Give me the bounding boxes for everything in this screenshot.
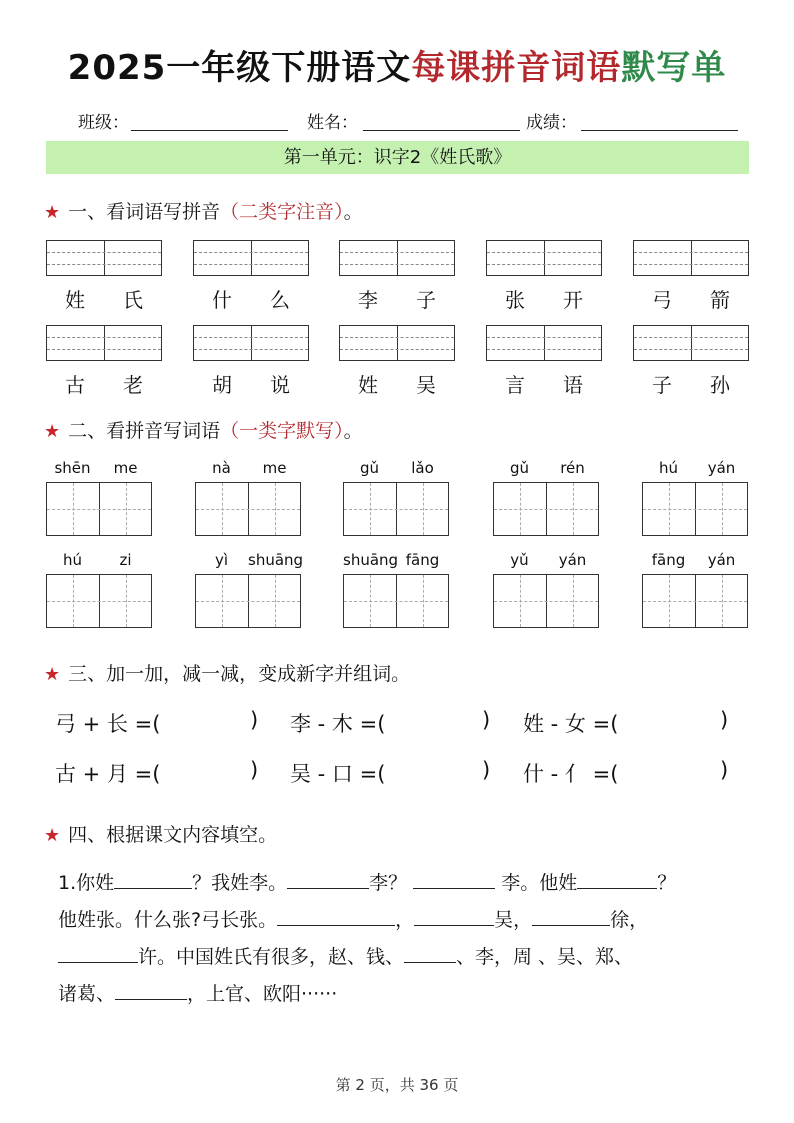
fill-text: ？ [657,872,677,894]
equation-close-paren: ) [250,708,259,732]
fill-text: 吴， [494,909,533,931]
equation-close-paren: ) [250,758,259,782]
tianzige-writing-grid[interactable] [642,482,748,536]
title-part2: 每课拼音词语 [411,48,622,88]
pinyin-writing-box[interactable] [193,325,309,361]
word-char: 弓 [652,288,672,312]
pinyin-label: shēn [54,459,91,477]
fill-line-4 [58,976,738,1013]
guide-line [643,601,747,602]
guide-line [487,252,601,253]
tianzige-writing-grid[interactable] [195,574,301,628]
word-char: 语 [563,373,583,397]
fill-blank[interactable] [287,868,369,889]
tianzige-writing-grid[interactable] [642,574,748,628]
guide-line [194,337,308,338]
star-icon: ★ [44,825,61,846]
pinyin-label: hú [658,459,678,477]
equation: 李 - 木 =( [290,712,386,736]
guide-line [634,349,748,350]
pinyin-label: yán [707,551,736,569]
star-icon: ★ [44,202,61,223]
fill-text: ？我姓李。 [192,872,288,894]
guide-line [194,264,308,265]
fill-text: 李。他姓 [501,872,578,894]
guide-line [344,601,448,602]
star-icon: ★ [44,421,61,442]
fill-blank[interactable] [414,905,494,926]
guide-line [47,601,151,602]
guide-line [47,509,151,510]
fill-text: 许。中国姓氏有很多，赵、钱、 [138,946,405,968]
pinyin-label: fāng [651,551,686,569]
guide-line [47,264,161,265]
title-part1: 2025一年级下册语文 [67,48,412,88]
name-label: 姓名： [307,113,358,133]
fill-text: 李？ [369,872,408,894]
fill-line-2 [58,902,738,939]
pinyin-label: gǔ [359,459,380,477]
fill-text: 、李，周 、吴、郑、 [456,946,634,968]
fill-blank[interactable] [277,905,395,926]
fill-text: 1.你姓 [58,872,115,894]
tianzige-writing-grid[interactable] [493,574,599,628]
unit-title-bar: 第一单元：识字2《姓氏歌》 [46,141,749,174]
equation: 弓 + 长 =( [55,712,161,736]
pinyin-label: hú [62,551,82,569]
guide-line [494,601,598,602]
pinyin-label: rén [560,459,585,477]
fill-blank[interactable] [114,868,192,889]
word-char: 么 [270,288,290,312]
class-label: 班级： [78,113,129,133]
equation-close-paren: ) [720,758,729,782]
word-char: 古 [65,373,85,397]
pinyin-writing-box[interactable] [339,325,455,361]
word-char: 姓 [65,288,85,312]
section4-title-text: 四、根据课文内容填空。 [68,824,278,846]
pinyin-label: zi [119,551,132,569]
tianzige-writing-grid[interactable] [343,574,449,628]
equation: 吴 - 口 =( [290,762,386,786]
pinyin-label: nà [212,459,231,477]
class-field[interactable] [131,130,288,131]
word-char: 胡 [212,373,232,397]
fill-blank[interactable] [58,942,138,963]
box-divider [397,326,398,360]
pinyin-writing-box[interactable] [633,325,749,361]
fill-line-3 [58,939,738,976]
fill-text: 诸葛、 [58,983,116,1005]
fill-text: 他姓张。什么张?弓长张。 [58,909,278,931]
word-char: 什 [212,288,232,312]
guide-line [487,349,601,350]
pinyin-label: shuāng [343,551,399,569]
equation-close-paren: ) [482,708,491,732]
pinyin-writing-box[interactable] [486,240,602,276]
guide-line [634,337,748,338]
guide-line [344,509,448,510]
pinyin-label: yǔ [510,551,529,569]
score-field[interactable] [581,130,738,131]
word-char: 吴 [416,373,436,397]
guide-line [194,349,308,350]
section1-title-paren: （二类字注音） [220,201,344,223]
page-footer: 第 2 页，共 36 页 [335,1076,459,1094]
fill-text: ， [395,909,415,931]
word-char: 开 [563,288,583,312]
section2-title-paren: （一类字默写） [220,420,344,442]
word-char: 张 [505,288,525,312]
pinyin-label: yán [558,551,587,569]
pinyin-label: lǎo [411,459,434,477]
tianzige-writing-grid[interactable] [46,482,152,536]
guide-line [47,349,161,350]
score-label: 成绩： [526,113,577,133]
tianzige-writing-grid[interactable] [46,574,152,628]
page-title [0,40,794,89]
guide-line [487,337,601,338]
section2-title-text: 二、看拼音写词语 [68,420,221,442]
equation: 什 - 亻 =( [523,762,619,786]
guide-line [196,509,300,510]
pinyin-label: yì [214,551,229,569]
guide-line [634,252,748,253]
box-divider [544,326,545,360]
pinyin-writing-box[interactable] [486,325,602,361]
word-char: 孙 [710,373,730,397]
fill-blank[interactable] [404,942,456,963]
guide-line [487,264,601,265]
box-divider [104,241,105,275]
section2-title-end: 。 [343,420,363,442]
section3-title-text: 三、加一加，减一减，变成新字并组词。 [68,663,411,685]
pinyin-writing-box[interactable] [193,240,309,276]
box-divider [691,241,692,275]
guide-line [47,252,161,253]
pinyin-label: me [113,459,138,477]
pinyin-label: gǔ [509,459,530,477]
word-char: 说 [270,373,290,397]
guide-line [340,349,454,350]
guide-line [494,509,598,510]
box-divider [251,241,252,275]
guide-line [194,252,308,253]
word-char: 子 [416,288,436,312]
section2-title [44,416,363,443]
pinyin-writing-box[interactable] [339,240,455,276]
pinyin-label: yán [707,459,736,477]
section1-title-end: 。 [343,201,363,223]
tianzige-writing-grid[interactable] [343,482,449,536]
equation-close-paren: ) [482,758,491,782]
word-char: 姓 [358,373,378,397]
fill-blank[interactable] [577,868,657,889]
guide-line [340,264,454,265]
section1-title-text: 一、看词语写拼音 [68,201,221,223]
word-char: 老 [123,373,143,397]
box-divider [691,326,692,360]
fill-text: ，上官、欧阳······ [187,983,338,1005]
pinyin-writing-box[interactable] [46,325,162,361]
word-char: 李 [358,288,378,312]
guide-line [340,252,454,253]
title-part3: 默写单 [621,48,727,88]
guide-line [643,509,747,510]
guide-line [47,337,161,338]
star-icon: ★ [44,664,61,685]
word-char: 氏 [123,288,143,312]
equation: 古 + 月 =( [55,762,161,786]
pinyin-label: me [262,459,287,477]
pinyin-label: fāng [405,551,440,569]
section4-fill-text [58,865,738,1013]
word-char: 言 [505,373,525,397]
guide-line [196,601,300,602]
box-divider [397,241,398,275]
section4-title [44,820,277,847]
fill-text: 徐， [610,909,649,931]
tianzige-writing-grid[interactable] [493,482,599,536]
pinyin-writing-box[interactable] [46,240,162,276]
guide-line [340,337,454,338]
box-divider [544,241,545,275]
section1-title [44,197,363,224]
section3-title [44,659,410,686]
fill-blank[interactable] [413,868,495,889]
tianzige-writing-grid[interactable] [195,482,301,536]
box-divider [251,326,252,360]
pinyin-writing-box[interactable] [633,240,749,276]
pinyin-label: shuāng [248,551,304,569]
guide-line [634,264,748,265]
equation: 姓 - 女 =( [523,712,619,736]
word-char: 子 [652,373,672,397]
name-field[interactable] [363,130,520,131]
fill-blank[interactable] [532,905,610,926]
word-char: 箭 [710,288,730,312]
fill-blank[interactable] [115,979,187,1000]
fill-line-1 [58,865,738,902]
equation-close-paren: ) [720,708,729,732]
box-divider [104,326,105,360]
